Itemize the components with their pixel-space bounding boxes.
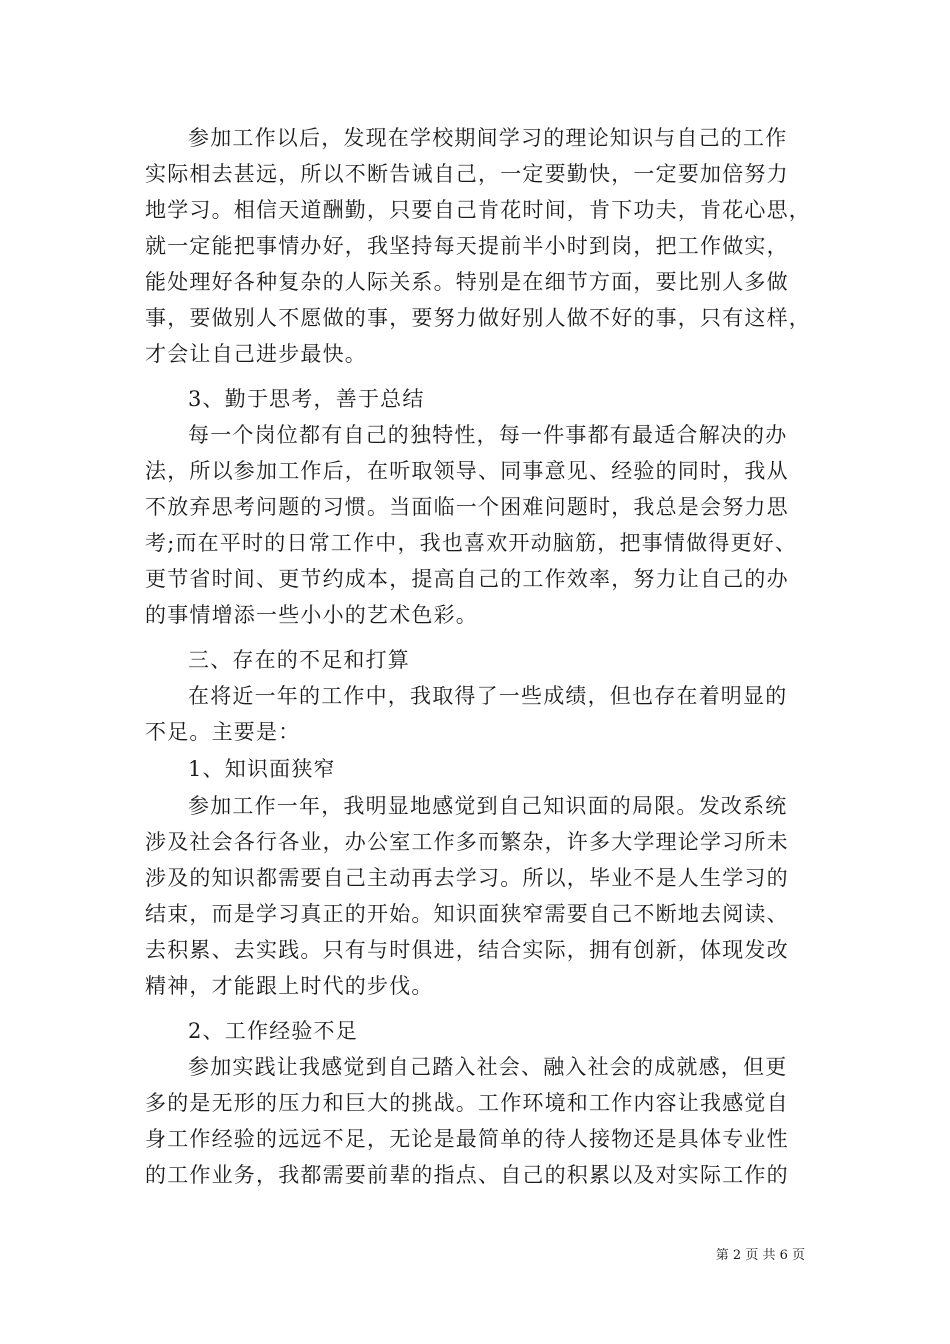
text-line: 涉及的知识都需要自己主动再去学习。所以，毕业不是人生学习的 xyxy=(145,866,789,890)
text-line: 的事情增添一些小小的艺术色彩。 xyxy=(145,603,478,627)
text-line: 才会让自己进步最快。 xyxy=(145,342,367,366)
text-line: 实际相去甚远，所以不断告诫自己，一定要勤快，一定要加倍努力 xyxy=(145,162,789,186)
text-line: 考;而在平时的日常工作中，我也喜欢开动脑筋，把事情做得更好、 xyxy=(145,531,798,555)
text-line: 不足。主要是： xyxy=(145,720,301,744)
section-heading: 2、工作经验不足 xyxy=(188,1019,358,1043)
text-line: 身工作经验的远远不足，无论是最简单的待人接物还是具体专业性 xyxy=(145,1127,789,1151)
text-line: 法，所以参加工作后，在听取领导、同事意见、经验的同时，我从 xyxy=(145,459,789,483)
text-line: 就一定能把事情办好，我坚持每天提前半小时到岗，把工作做实， xyxy=(145,234,789,258)
page-number: 第 2 页 共 6 页 xyxy=(715,1248,805,1263)
section-heading: 三、存在的不足和打算 xyxy=(188,648,410,672)
text-line: 每一个岗位都有自己的独特性，每一件事都有最适合解决的办 xyxy=(188,423,788,447)
text-line: 精神，才能跟上时代的步伐。 xyxy=(145,974,434,998)
text-line: 能处理好各种复杂的人际关系。特别是在细节方面，要比别人多做 xyxy=(145,270,789,294)
text-line: 更节省时间、更节约成本，提高自己的工作效率，努力让自己的办 xyxy=(145,567,789,591)
text-line: 去积累、去实践。只有与时俱进，结合实际，拥有创新，体现发改 xyxy=(145,938,789,962)
text-line: 参加工作一年，我明显地感觉到自己知识面的局限。发改系统 xyxy=(188,794,788,818)
text-line: 结束，而是学习真正的开始。知识面狭窄需要自己不断地去阅读、 xyxy=(145,902,789,926)
text-line: 多的是无形的压力和巨大的挑战。工作环境和工作内容让我感觉自 xyxy=(145,1091,789,1115)
text-line: 事，要做别人不愿做的事，要努力做好别人做不好的事，只有这样， xyxy=(145,306,811,330)
text-line: 在将近一年的工作中，我取得了一些成绩，但也存在着明显的 xyxy=(188,684,788,708)
text-line: 涉及社会各行各业，办公室工作多而繁杂，许多大学理论学习所未 xyxy=(145,830,789,854)
text-line: 地学习。相信天道酬勤，只要自己肯花时间，肯下功夫，肯花心思， xyxy=(145,198,811,222)
section-heading: 3、勤于思考，善于总结 xyxy=(188,387,425,411)
text-line: 不放弃思考问题的习惯。当面临一个困难问题时，我总是会努力思 xyxy=(145,495,789,519)
text-line: 的工作业务，我都需要前辈的指点、自己的积累以及对实际工作的 xyxy=(145,1163,789,1187)
text-line: 参加实践让我感觉到自己踏入社会、融入社会的成就感，但更 xyxy=(188,1055,788,1079)
section-heading: 1、知识面狭窄 xyxy=(188,757,336,781)
text-line: 参加工作以后，发现在学校期间学习的理论知识与自己的工作 xyxy=(188,126,788,150)
